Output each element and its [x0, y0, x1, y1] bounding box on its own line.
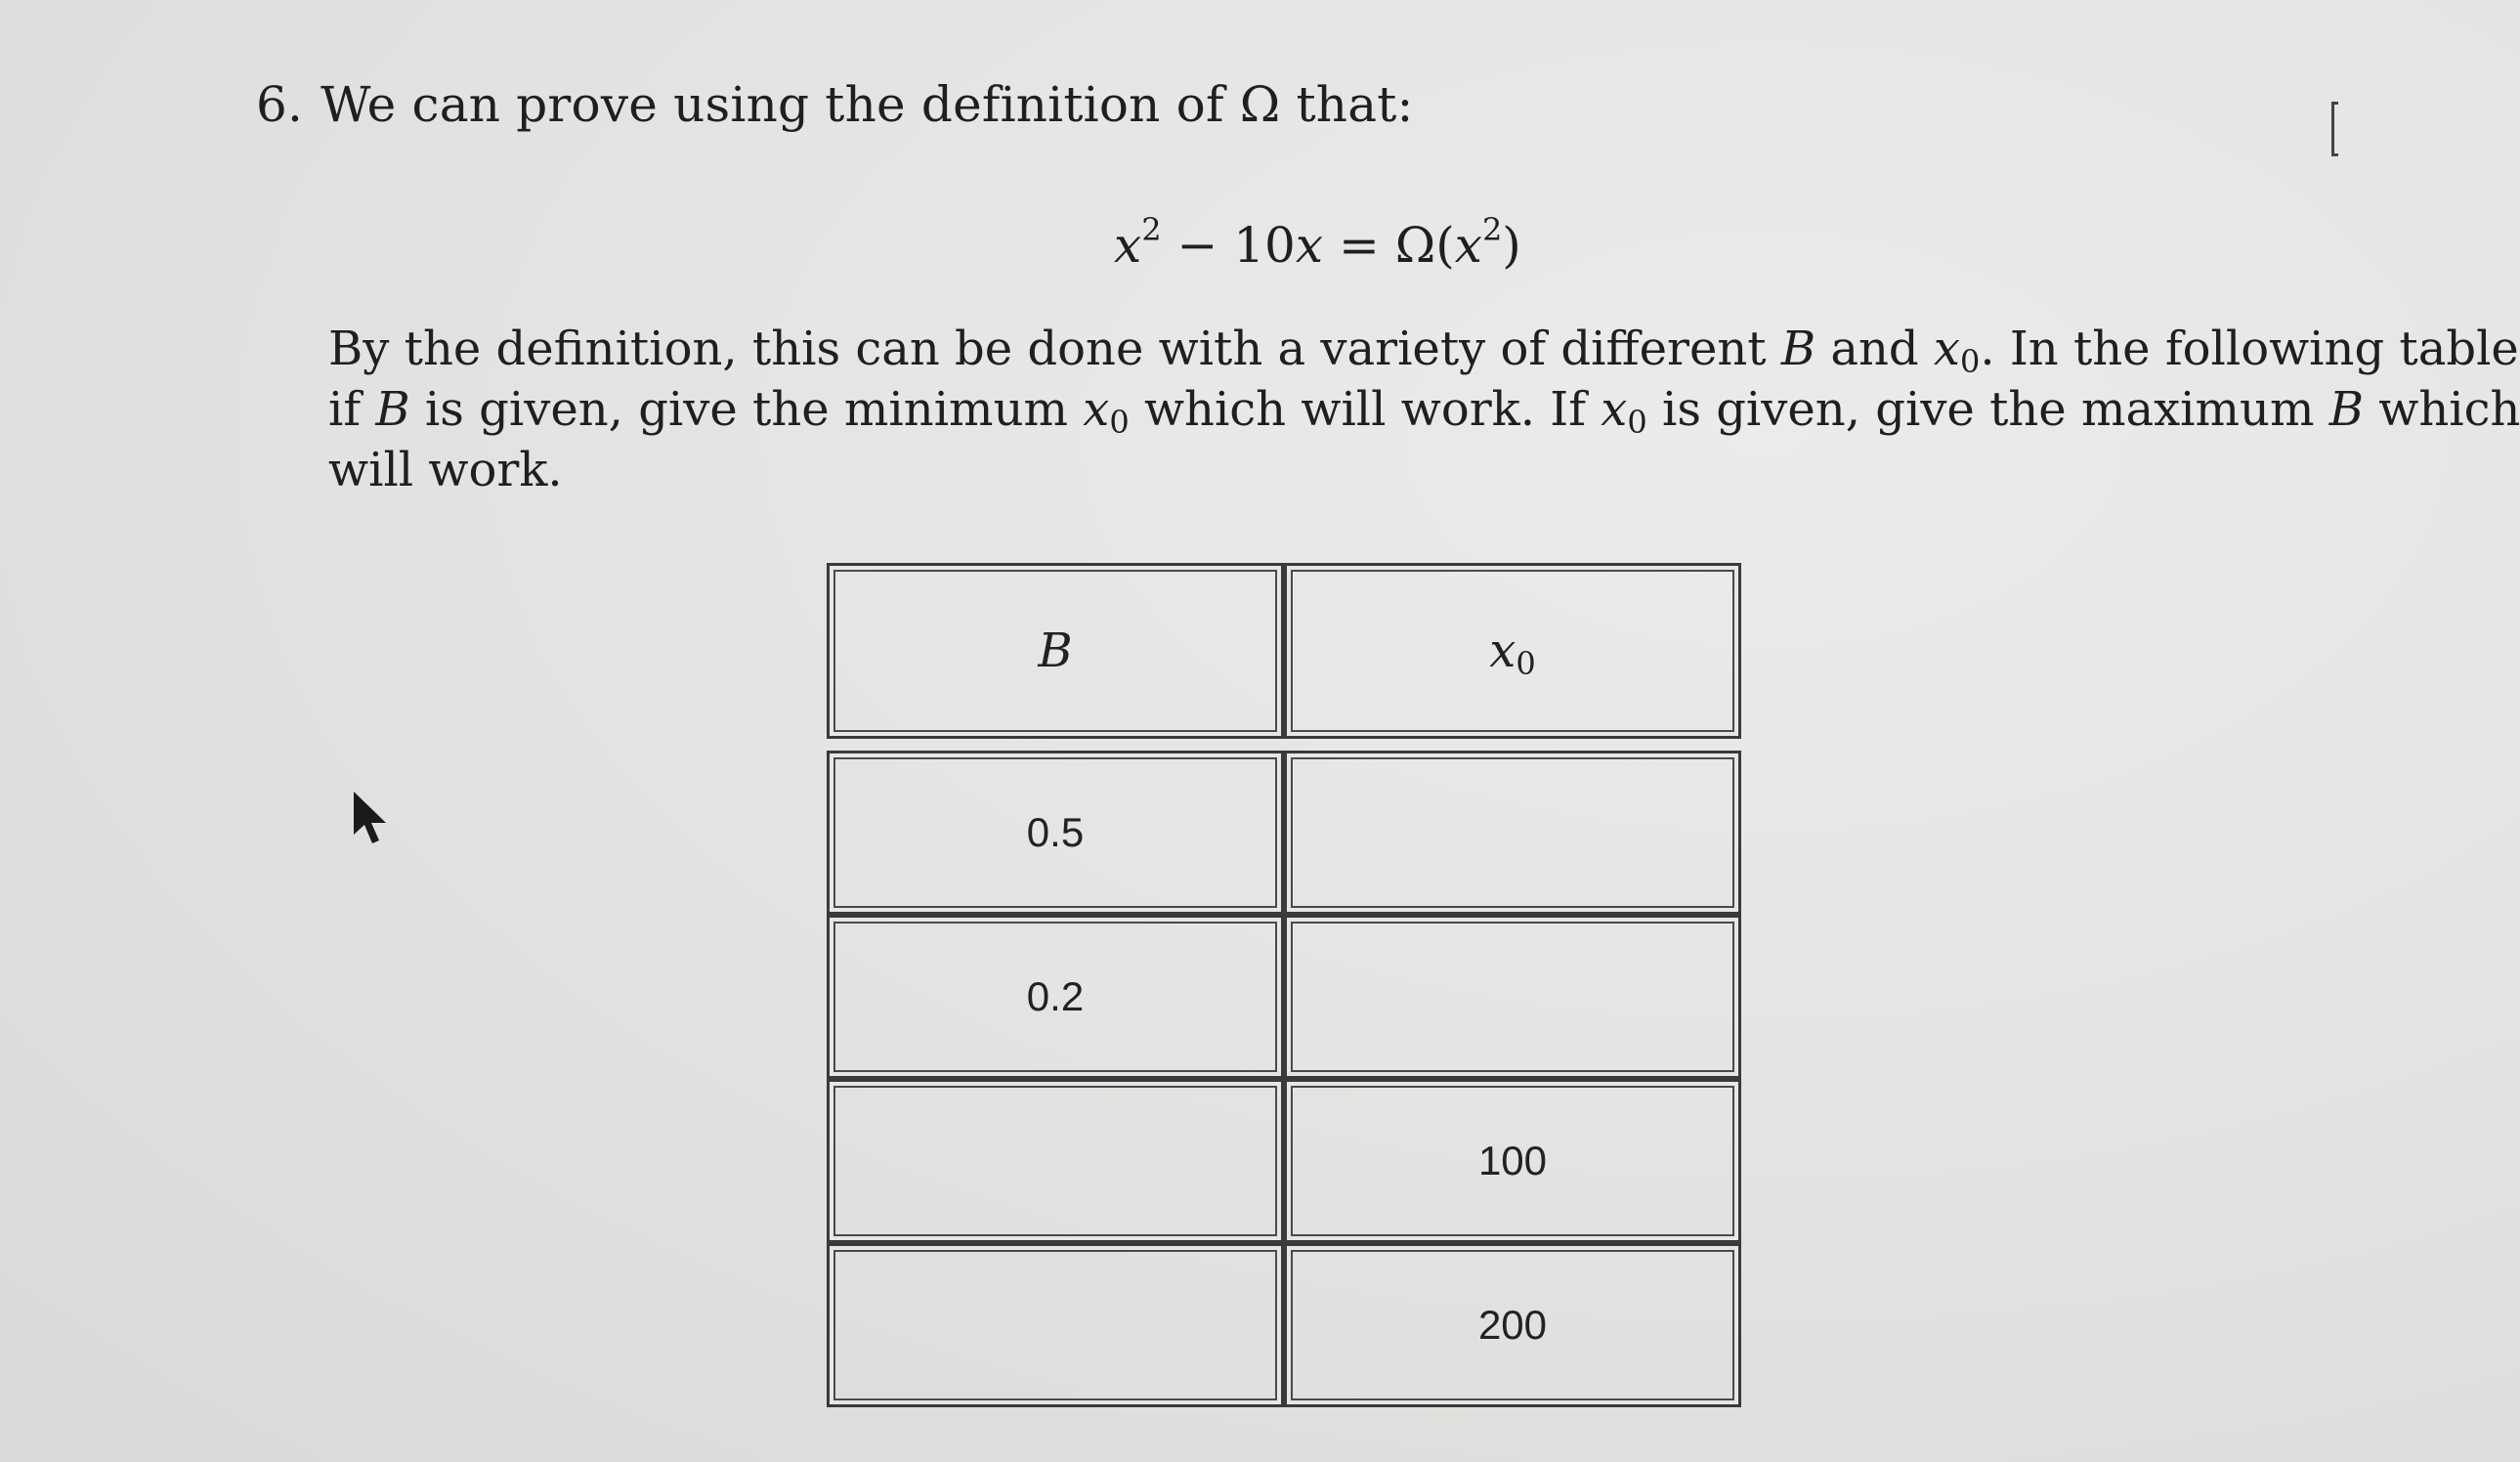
instructions-line-2: if B is given, give the minimum $x_0$ which will work. If $x_0$ is given, give the maximum B which [328, 382, 2520, 441]
table-row [827, 1243, 1741, 1407]
problem-heading [256, 76, 1414, 133]
cell-b-2: 0.2 [827, 915, 1284, 1079]
cell-x0-4: 200 [1284, 1243, 1741, 1407]
cell-b-4[interactable] [827, 1243, 1284, 1407]
cell-x0-3: 100 [1284, 1079, 1741, 1243]
cell-x0-1[interactable] [1284, 751, 1741, 915]
header-x0: $x_0$ [1284, 563, 1741, 739]
table-row [827, 751, 1741, 915]
mouse-pointer-icon [352, 790, 391, 846]
table-header-row [827, 563, 1741, 739]
cell-b-1: 0.5 [827, 751, 1284, 915]
table-row [827, 915, 1741, 1079]
table-row [827, 1079, 1741, 1243]
problem-intro: We can prove using the definition of Ω that: [320, 76, 1414, 133]
b-x0-table [827, 563, 1741, 1407]
header-gap [827, 739, 1741, 751]
cell-x0-2[interactable] [1284, 915, 1741, 1079]
instructions-line-1: By the definition, this can be done with a variety of different B and $x_0$. In the following table [328, 322, 2519, 380]
header-b: B [827, 563, 1284, 739]
instructions-line-3: will work. [328, 443, 563, 497]
page-edge-bracket [2331, 102, 2338, 156]
omega-equation: $x^2 - 10x = \Omega(x^2)$ [1114, 211, 1521, 274]
cell-b-3[interactable] [827, 1079, 1284, 1243]
instructions-paragraph [328, 319, 2520, 500]
problem-number: 6. [256, 76, 304, 133]
